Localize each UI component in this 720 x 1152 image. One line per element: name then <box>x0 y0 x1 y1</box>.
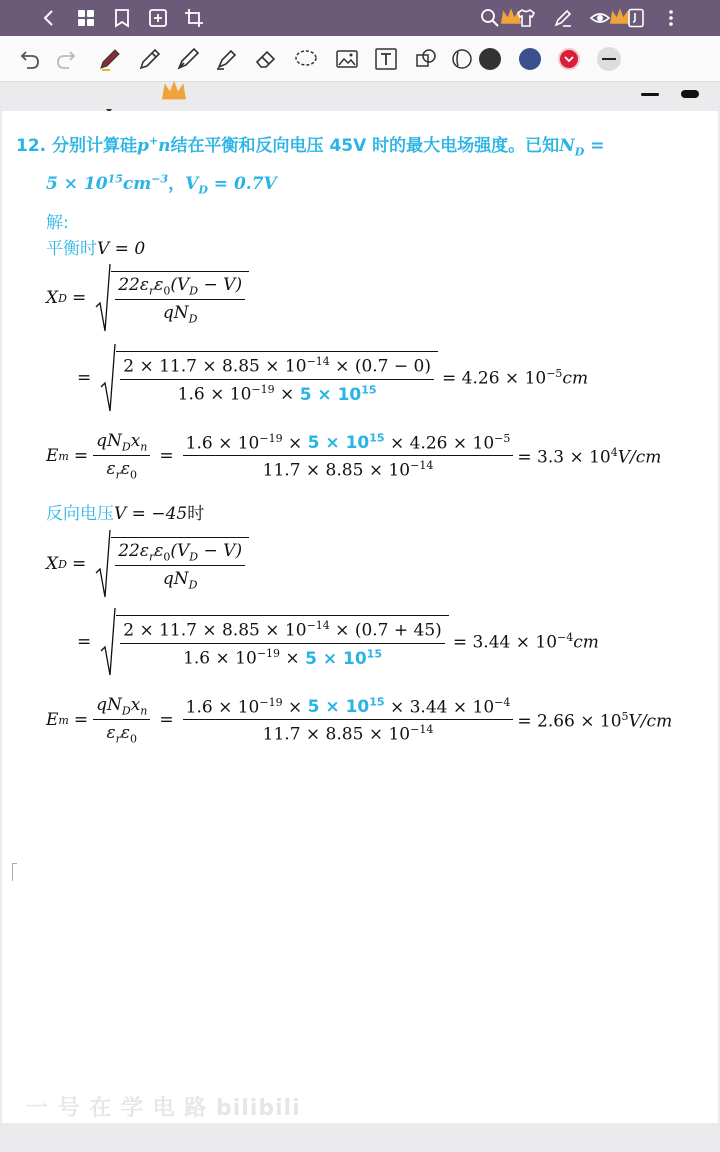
stroke-width-thick[interactable] <box>681 90 699 98</box>
lasso-icon[interactable] <box>292 45 320 73</box>
sub: r <box>115 732 121 746</box>
num-tail: × (0.7 + 45) <box>329 621 442 641</box>
stroke-size-swatch[interactable] <box>597 47 621 71</box>
sub: 0 <box>163 284 171 297</box>
eps: 2ε <box>129 540 149 561</box>
exp: −19 <box>256 647 281 660</box>
math-plus: + <box>148 134 159 148</box>
times: × <box>274 384 300 405</box>
em-symbol: E <box>46 446 59 467</box>
qnd: qN <box>162 303 189 323</box>
xd-numeric-1 <box>72 343 588 413</box>
text-cursor <box>12 863 17 881</box>
em-symbol: E <box>46 710 59 731</box>
equals: = <box>73 710 89 731</box>
sub: r <box>148 284 155 297</box>
unit: V/cm <box>628 711 673 732</box>
sub: m <box>58 713 69 727</box>
sub: D <box>188 578 198 592</box>
result: = 3.3 × 10 <box>517 447 611 468</box>
sub: D <box>121 704 131 718</box>
nd-value-cyan: 5 × 10 <box>307 433 370 454</box>
den: 11.7 × 8.85 × 10 <box>262 725 411 746</box>
top-nav-bar <box>0 0 720 36</box>
equilibrium-math: V = 0 <box>97 239 146 259</box>
add-page-icon[interactable] <box>146 6 170 30</box>
equals: = <box>71 288 87 308</box>
den: 11.7 × 8.85 × 10 <box>262 461 411 482</box>
equilibrium-label <box>46 234 145 259</box>
qnd: qN <box>96 431 122 451</box>
equals: = <box>73 446 89 467</box>
times: × <box>282 433 308 454</box>
eps: ε <box>154 540 164 561</box>
eps: ε <box>154 274 164 295</box>
sqrt-radical-icon <box>100 343 116 413</box>
comma: ， <box>168 174 186 194</box>
num: 2 × 11.7 × 8.85 × 10 <box>123 621 307 641</box>
times: × <box>280 648 306 669</box>
question-line-2 <box>46 169 277 196</box>
math-p: p <box>137 136 149 156</box>
den: 1.6 × 10 <box>177 384 252 405</box>
math-nd-sub: D <box>574 145 585 159</box>
xd-sub: D <box>58 291 67 305</box>
undo-icon[interactable] <box>16 45 44 73</box>
question-text-2: 结在平衡和反向电压 45V 时的最大电场强度。已知 <box>170 136 560 156</box>
equals: = <box>159 710 174 731</box>
back-icon[interactable] <box>37 6 61 30</box>
eps: ε <box>106 723 116 744</box>
color-swatch-blue[interactable] <box>519 48 541 70</box>
color-swatch-black[interactable] <box>479 48 501 70</box>
crop-icon[interactable] <box>182 6 206 30</box>
reverse-text: 反向电压 <box>46 504 114 524</box>
xd-formula-1 <box>46 263 249 333</box>
eps: ε <box>120 459 130 480</box>
result: = 3.44 × 10 <box>452 632 558 653</box>
color-swatch-red-selected[interactable] <box>558 48 580 70</box>
premium-crown-icon <box>162 78 186 102</box>
math-vd: V <box>185 174 199 194</box>
x: x <box>130 695 141 715</box>
nd-value-cyan: 5 × 10 <box>307 697 370 718</box>
sqrt-expression: $\frac{22\varepsilon_r\varepsilon_0(V_D - V)}{qN_D}$ <box>95 529 249 599</box>
exp: 15 <box>361 383 377 396</box>
equals: = <box>77 632 92 652</box>
num-tail: × 3.44 × 10 <box>384 697 495 718</box>
math-vd-value: = 0.7V <box>207 174 277 194</box>
sub: 0 <box>130 468 137 482</box>
sub: 0 <box>130 732 137 746</box>
minus-v: − V) <box>198 274 243 295</box>
equals: = <box>71 554 87 574</box>
pen-icon[interactable] <box>96 45 124 73</box>
num-tail: × 4.26 × 10 <box>384 433 495 454</box>
reverse-tail: 时 <box>187 504 205 524</box>
minus-v: − V) <box>198 540 243 561</box>
math-vd-sub: D <box>198 183 208 197</box>
exp: 5 <box>621 709 629 723</box>
exp: −19 <box>251 383 275 396</box>
exp: 4 <box>610 445 618 459</box>
em-formula-2 <box>46 695 672 746</box>
qnd: qN <box>162 569 189 589</box>
sub: r <box>115 468 121 482</box>
pen-sign-icon[interactable] <box>551 6 575 30</box>
document-icon[interactable] <box>624 6 648 30</box>
nd-value-cyan: 5 × 10 <box>299 384 362 405</box>
fountain-pen-icon[interactable] <box>174 45 202 73</box>
qnd: qN <box>96 695 122 715</box>
math-unit: cm <box>122 174 152 194</box>
sqrt-radical-icon <box>100 607 116 677</box>
eps: ε <box>120 723 130 744</box>
paren: (V <box>170 540 190 561</box>
xd-numeric-2 <box>72 607 599 677</box>
math-nd-value: 5 × 10 <box>46 174 108 194</box>
question-number: 12. <box>16 136 47 156</box>
text-box-icon[interactable] <box>372 45 400 73</box>
sub: n <box>140 704 148 718</box>
math-eq: = <box>584 136 605 156</box>
note-page[interactable] <box>2 111 718 1123</box>
question-text: 分别计算硅 <box>52 136 138 156</box>
equals: = <box>159 446 174 467</box>
em-formula-1 <box>46 431 661 482</box>
pencil-icon[interactable] <box>136 45 164 73</box>
sub: D <box>188 312 198 326</box>
sqrt-radical-icon <box>95 529 111 599</box>
shirt-icon[interactable] <box>514 6 538 30</box>
xd-formula-2 <box>46 529 249 599</box>
solution-label: 解: <box>46 213 69 233</box>
exp: −14 <box>306 355 330 369</box>
sqrt-radical-icon <box>95 263 111 333</box>
bookmark-icon[interactable] <box>110 6 134 30</box>
math-exp: 15 <box>107 172 123 186</box>
image-icon[interactable] <box>333 45 361 73</box>
sqrt-expression: $\frac{22\varepsilon_r\varepsilon_0(V_D - V)}{qN_D}$ <box>95 263 249 333</box>
sub: D <box>189 284 199 297</box>
equilibrium-text: 平衡时 <box>46 239 97 259</box>
sticker-icon[interactable] <box>446 45 474 73</box>
exp: −5 <box>546 367 563 381</box>
equals: = <box>77 368 92 388</box>
exp: −5 <box>494 431 511 445</box>
exp: −4 <box>494 695 511 709</box>
exp: −19 <box>259 431 283 445</box>
drawing-toolbar <box>0 36 720 82</box>
redo-icon[interactable] <box>52 45 80 73</box>
num: 2 × 11.7 × 8.85 × 10 <box>123 357 307 377</box>
num-tail: × (0.7 − 0) <box>329 357 432 377</box>
search-icon[interactable] <box>478 6 502 30</box>
sub: D <box>121 440 131 454</box>
eye-icon[interactable] <box>588 6 612 30</box>
exp: 15 <box>366 647 382 660</box>
times: × <box>282 697 308 718</box>
shapes-icon[interactable] <box>412 45 440 73</box>
sqrt-expression <box>100 343 438 413</box>
grid-icon[interactable] <box>74 6 98 30</box>
highlighter-icon[interactable] <box>213 45 241 73</box>
sqrt-expression <box>100 607 449 677</box>
more-icon[interactable] <box>659 6 683 30</box>
eps: ε <box>106 459 116 480</box>
xd-sub: D <box>58 557 67 571</box>
eps: 2ε <box>129 274 149 295</box>
math-exp: −3 <box>151 172 169 186</box>
unit: cm <box>573 632 599 653</box>
result: = 2.66 × 10 <box>517 711 622 732</box>
sub: r <box>148 550 155 563</box>
exp: −4 <box>557 631 574 645</box>
xd-symbol: X <box>46 288 59 308</box>
den: 1.6 × 10 <box>183 648 257 669</box>
exp: −14 <box>410 723 434 737</box>
result: = 4.26 × 10 <box>442 368 547 389</box>
stroke-width-medium[interactable] <box>641 93 659 96</box>
math-nd: N <box>559 136 575 156</box>
exp: −19 <box>259 695 283 709</box>
question-line-1 <box>16 131 604 158</box>
exp: 15 <box>369 695 385 709</box>
num: 1.6 × 10 <box>185 433 260 454</box>
chevron-down-icon <box>560 50 578 68</box>
x: x <box>130 431 141 451</box>
xd-symbol: X <box>46 554 59 574</box>
num: 1.6 × 10 <box>185 697 260 718</box>
watermark: 一 号 在 学 电 路 bilibili <box>26 1096 301 1121</box>
sub: D <box>189 550 199 563</box>
sub: 0 <box>163 550 171 563</box>
sub: n <box>140 440 148 454</box>
exp: −14 <box>410 459 434 473</box>
exp: 15 <box>369 431 385 445</box>
exp: −14 <box>306 619 330 633</box>
nd-value-cyan: 5 × 10 <box>305 648 367 669</box>
eraser-icon[interactable] <box>252 45 280 73</box>
sub: m <box>58 449 69 463</box>
reverse-bias-label <box>46 499 204 524</box>
reverse-math: V = −45 <box>114 504 188 524</box>
paren: (V <box>170 274 190 295</box>
unit: cm <box>562 368 589 389</box>
math-n: n <box>158 136 171 156</box>
unit: V/cm <box>617 447 662 468</box>
